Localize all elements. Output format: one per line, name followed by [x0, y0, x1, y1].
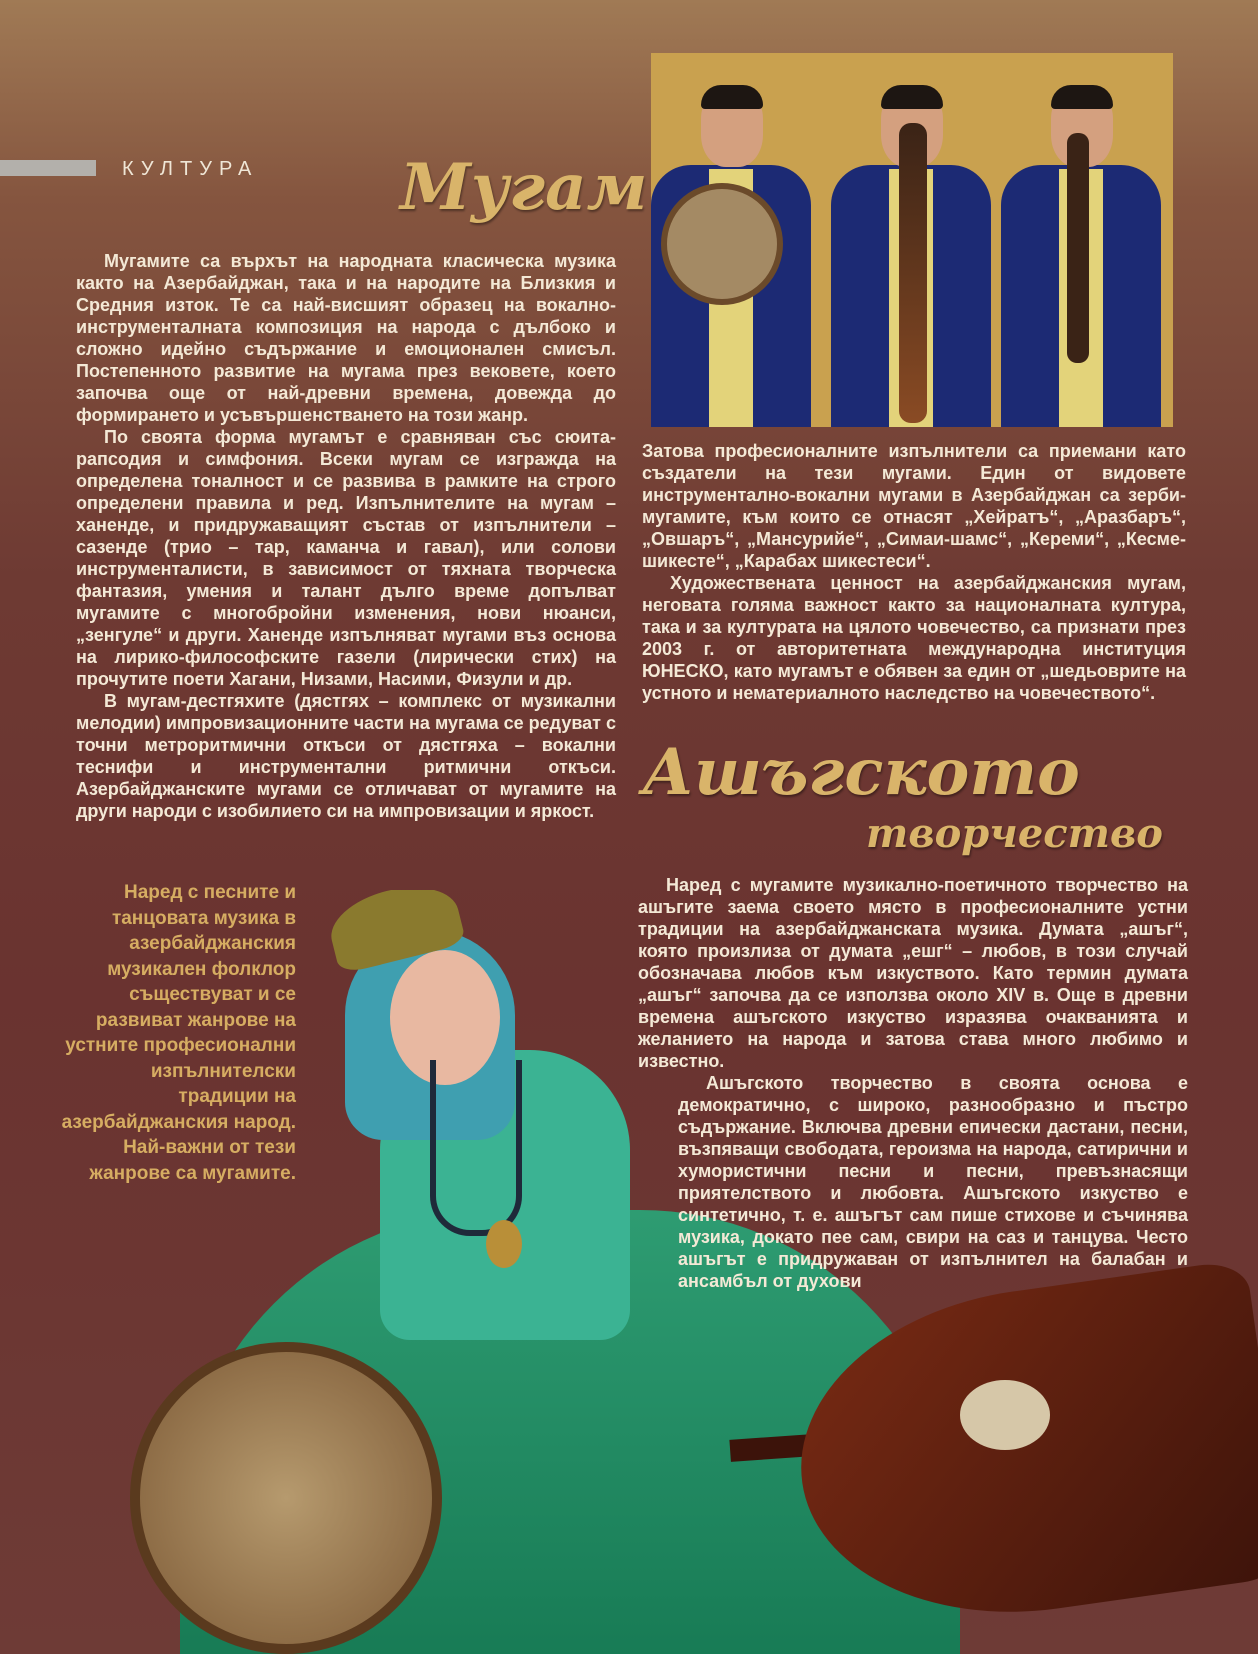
article1-paragraph-5: Художествената ценност на азербайджанския мугам, неговата голяма важност както за националната култура, така и за културата на цялото човечество, са признати през 2003 г. от авторитетната международна институция ЮНЕСКО, като мугамът е обявен за един от „шедьоврите на устното и нематериалното наследство на човечеството“. [642, 573, 1186, 703]
kamancha-instrument [1067, 133, 1089, 363]
frame-drum [130, 1342, 442, 1654]
tar-instrument [899, 123, 927, 423]
article1-paragraph-4: Затова професионалните изпълнители са приемани като създатели на тези мугами. Един от видовете инструментално-вокални мугами в Азербайджан са зерби-мугамите, към които се отнасят „Хейратъ“, „Аразбаръ“, „Овшаръ“, „Мансурийе“, „Симаи-шамс“, „Кереми“, „Кесме-шикесте“, „Карабах шикестеси“. [642, 441, 1186, 571]
musicians-trio-photo [651, 53, 1173, 427]
section-bar [0, 160, 96, 176]
article-title-mugam: Мугам [400, 150, 648, 225]
article-title-ashug-line2: творчество [866, 810, 1163, 857]
section-label: КУЛТУРА [122, 158, 259, 180]
article2-column [638, 874, 1188, 1292]
article-title-ashug-line1: Ашъгското [642, 735, 1080, 810]
article1-paragraph-2: По своята форма мугамът е сравняван със сюита-рапсодия и симфония. Всеки мугам се изгражда на определена тоналност и се развива в рамките на строго определени правила и ред. Изпълнителите на мугам – ханенде, и придружаващият състав от изпълнители – сазенде (трио – тар, каманча и гавал), или солови инструменталисти, в зависимост от тяхната творческа фантазия, умения и талант дълго време допълват мугамите с многобройни изменения, нови нюанси, „зенгуле“ и други. Ханенде изпълняват мугами въз основа на лирико-философските газели (лирически стих) на прочутите поети Хагани, Низами, Насими, Физули и др. [76, 427, 616, 689]
article2-paragraph-1: Наред с мугамите музикално-поетичното творчество на ашъгите заема своето място в професионалните устни традиции на азербайджанската музика. Думата „ашъг“, която произлиза от думата „ешг“ – любов, в този случай обозначава любов към изкуството. Като термин думата „ашъг“ започва да се използва около XIV в. Още в древни времена ашъгското изкуство изразява очакванията и желанието на народа и затова става много любимо и известно. [638, 875, 1188, 1071]
article1-paragraph-1: Мугамите са върхът на народната класическа музика както на Азербайджан, така и на народите на Близкия и Средния изток. Те са най-висшият образец на вокално-инструменталната композиция на народа с дълбоко и сложно идейно съдържание и емоционален смисъл. Постепенното развитие на мугама през вековете, което започва още от най-древни времена, довежда до формирането и усъвършенстването на този жанр. [76, 251, 616, 425]
gaval-drum [661, 183, 783, 305]
article2-paragraph-2: Ашъгското творчество в своята основа е демократично, с широко, разнообразно и пъстро съдържание. Включва древни епически дастани, песни, възпяващи свободата, героизма на народа, сатирични и хумористични песни и песни, превъзнасящи приятелството и любовта. Ашъгското изкуство е синтетично, т. е. ашъгът сам пише стихове и съчинява музика, докато пее сам, свири на саз и танцува. Често ашъгът е придружаван от изпълнител на балабан и ансамбъл от духови [678, 1073, 1188, 1291]
article1-left-column [76, 250, 616, 822]
article1-paragraph-3: В мугам-дестгяхите (дястгях – комплекс от музикални мелодии) импровизационните части на мугама се редуват с точни метроритмични откъси от дястгяха – вокални теснифи и инструментални ритмични откъси. Азербайджанските мугами се отличават от мугамите на други народи с изобилието си на импровизации и яркост. [76, 691, 616, 821]
pullquote: Наред с песните и танцовата музика в азербайджанския музикален фолклор съществуват и се развиват жанрове на устните професионални изпълнителски традиции на азербайджанския народ. Най-важни от тези жанрове са мугамите. [61, 882, 296, 1184]
article1-right-column [642, 440, 1186, 704]
